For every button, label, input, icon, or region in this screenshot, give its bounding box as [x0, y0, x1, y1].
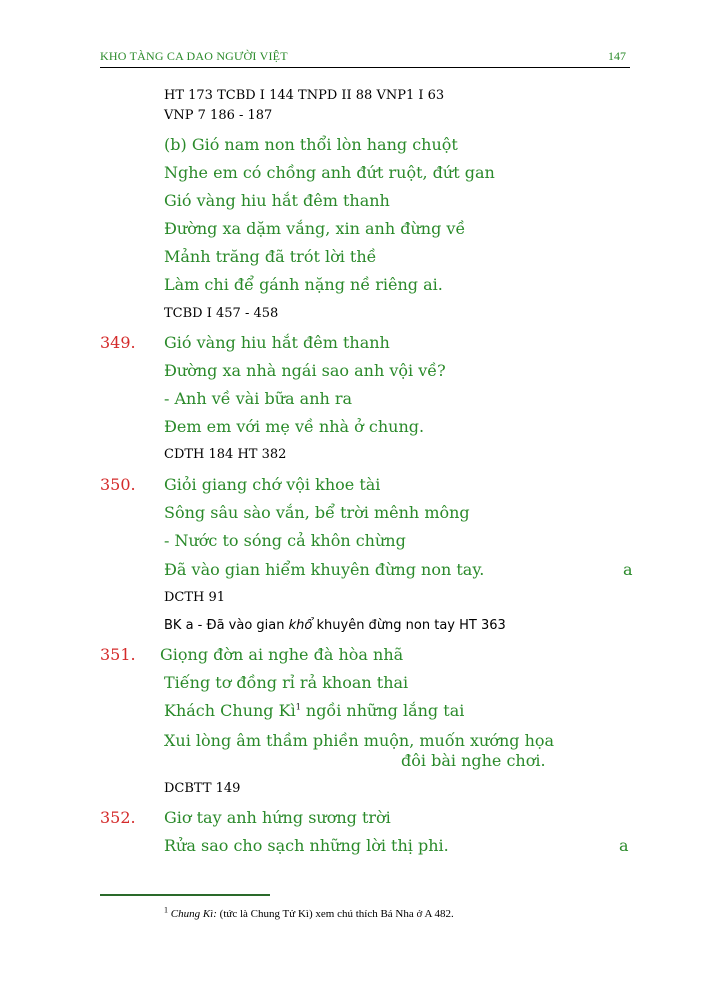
entry-number: 349.: [100, 333, 136, 352]
source-line: TCBD I 457 - 458: [164, 306, 279, 321]
footnote-marker: 1: [164, 905, 168, 915]
source-line: VNP 7 186 - 187: [164, 108, 273, 123]
verse-line: Giỏi giang chớ vội khoe tài: [164, 475, 381, 494]
entry-number: 352.: [100, 808, 136, 827]
verse-line: Làm chi để gánh nặng nề riêng ai.: [164, 275, 443, 294]
verse-line: Giọng đờn ai nghe đà hòa nhã: [160, 645, 404, 664]
verse-line: Đường xa nhà ngái sao anh vội về?: [164, 361, 446, 380]
verse-line: [164, 701, 464, 720]
footnote-rule: [100, 894, 270, 896]
footnote-ref: 1: [295, 702, 301, 712]
verse-line: Rửa sao cho sạch những lời thị phi.: [164, 836, 449, 855]
verse-line: Nghe em có chồng anh đứt ruột, đứt gan: [164, 163, 495, 182]
verse-line: (b) Gió nam non thổi lòn hang chuột: [164, 135, 458, 154]
verse-line: Sông sâu sào vắn, bể trời mênh mông: [164, 503, 470, 522]
source-line: DCBTT 149: [164, 781, 241, 796]
entry-number: 351.: [100, 645, 136, 664]
footnote-text: (tức là Chung Tử Kì) xem chú thích Bá Nha ở A 482.: [216, 908, 454, 920]
source-line: CDTH 184 HT 382: [164, 447, 287, 462]
running-header-title: KHO TÀNG CA DAO NGƯỜI VIỆT: [100, 49, 288, 63]
verse-line-continuation: đôi bài nghe chơi.: [401, 751, 546, 770]
variant-mark: a: [619, 836, 629, 855]
source-line: HT 173 TCBD I 144 TNPD II 88 VNP1 I 63: [164, 88, 445, 103]
verse-line-text: Khách Chung Kì: [164, 701, 296, 720]
verse-line: Đường xa dặm vắng, xin anh đừng về: [164, 219, 466, 238]
verse-line: Gió vàng hiu hắt đêm thanh: [164, 333, 390, 352]
variant-note-pre: BK a - Đã vào gian: [164, 618, 289, 633]
source-line: DCTH 91: [164, 590, 226, 605]
verse-line: - Anh về vài bữa anh ra: [164, 389, 353, 408]
verse-line: - Nước to sóng cả khôn chừng: [164, 531, 406, 550]
verse-line: Gió vàng hiu hắt đêm thanh: [164, 191, 390, 210]
verse-line: Đem em với mẹ về nhà ở chung.: [164, 417, 425, 436]
variant-mark: a: [623, 560, 633, 579]
page-number: 147: [608, 49, 626, 63]
verse-line: Xui lòng âm thầm phiền muộn, muốn xướng họa: [164, 731, 555, 750]
verse-line: Mảnh trăng đã trót lời thề: [164, 247, 377, 266]
verse-line: Đã vào gian hiểm khuyên đừng non tay.: [164, 560, 485, 579]
verse-line-text: ngồi những lắng tai: [300, 701, 465, 720]
footnote-term: Chung Kì:: [170, 908, 217, 920]
verse-line: Giơ tay anh hứng sương trời: [164, 808, 391, 827]
entry-number: 350.: [100, 475, 136, 494]
variant-note-italic: khổ: [288, 618, 313, 633]
header-rule: [100, 67, 630, 68]
variant-note: [164, 618, 506, 633]
variant-note-post: khuyên đừng non tay HT 363: [312, 618, 506, 633]
footnote: [164, 905, 454, 920]
verse-line: Tiếng tơ đồng rỉ rả khoan thai: [164, 673, 409, 692]
